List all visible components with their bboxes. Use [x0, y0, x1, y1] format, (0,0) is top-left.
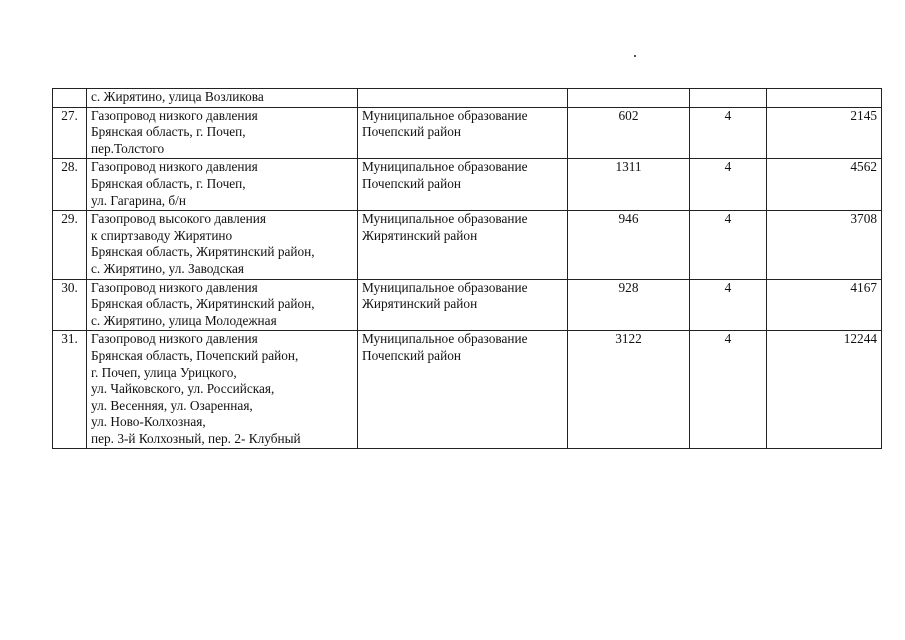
table-row — [53, 89, 882, 108]
owner-line: Почепский район — [362, 175, 461, 191]
table-row — [53, 107, 882, 159]
length-cell: 1311 — [568, 159, 690, 211]
table-row — [53, 211, 882, 279]
owner-cell — [358, 331, 568, 449]
length-cell: 602 — [568, 107, 690, 159]
row-number-cell: 30. — [53, 279, 87, 331]
object-name-line: Газопровод низкого давления — [91, 159, 258, 175]
category-cell: 4 — [690, 331, 767, 449]
table-row — [53, 159, 882, 211]
owner-cell — [358, 159, 568, 211]
object-name-cell — [87, 107, 358, 159]
object-name-line: Брянская область, Жирятинский район, — [91, 296, 315, 312]
owner-line: Муниципальное образование — [362, 279, 528, 295]
object-name-line: Газопровод высокого давления — [91, 211, 266, 227]
owner-cell — [358, 89, 568, 108]
owner-cell — [358, 107, 568, 159]
category-cell: 4 — [690, 211, 767, 279]
owner-cell — [358, 279, 568, 331]
object-name-line: г. Почеп, улица Урицкого, — [91, 364, 237, 380]
gas-pipeline-registry-table — [52, 88, 882, 449]
row-number-cell: 28. — [53, 159, 87, 211]
object-name-cell — [87, 159, 358, 211]
object-name-line: Брянская область, г. Почеп, — [91, 175, 246, 191]
value-cell: 12244 — [767, 331, 882, 449]
table-row — [53, 279, 882, 331]
owner-line: Муниципальное образование — [362, 211, 528, 227]
value-cell — [767, 89, 882, 108]
object-name-line: ул. Гагарина, б/н — [91, 192, 186, 208]
object-name-line: Брянская область, Почепский район, — [91, 347, 299, 363]
table-body — [53, 89, 882, 449]
object-name-line: Газопровод низкого давления — [91, 279, 258, 295]
value-cell: 4562 — [767, 159, 882, 211]
object-name-line: Газопровод низкого давления — [91, 331, 258, 347]
object-name-line: с. Жирятино, ул. Заводская — [91, 260, 244, 276]
row-number-cell: 31. — [53, 331, 87, 449]
category-cell: 4 — [690, 107, 767, 159]
object-name-line: ул. Ново-Колхозная, — [91, 414, 206, 430]
owner-line: Муниципальное образование — [362, 107, 528, 123]
row-number-cell: 29. — [53, 211, 87, 279]
owner-line: Жирятинский район — [362, 227, 478, 243]
length-cell — [568, 89, 690, 108]
length-cell: 3122 — [568, 331, 690, 449]
length-cell: 946 — [568, 211, 690, 279]
category-cell — [690, 89, 767, 108]
row-number-cell — [53, 89, 87, 108]
value-cell: 2145 — [767, 107, 882, 159]
object-name-line: к спиртзаводу Жирятино — [91, 227, 233, 243]
object-name-line: ул. Чайковского, ул. Российская, — [91, 381, 275, 397]
owner-line: Почепский район — [362, 347, 461, 363]
object-name-line: Брянская область, г. Почеп, — [91, 124, 246, 140]
owner-line: Почепский район — [362, 124, 461, 140]
value-cell: 3708 — [767, 211, 882, 279]
category-cell: 4 — [690, 279, 767, 331]
object-name-cell — [87, 211, 358, 279]
object-name-line: Брянская область, Жирятинский район, — [91, 244, 315, 260]
object-name-line: пер.Толстого — [91, 140, 165, 156]
owner-line: Муниципальное образование — [362, 331, 528, 347]
length-cell: 928 — [568, 279, 690, 331]
table-row — [53, 331, 882, 449]
object-name-line: пер. 3-й Колхозный, пер. 2- Клубный — [91, 430, 301, 446]
object-name-line: с. Жирятино, улица Молодежная — [91, 312, 277, 328]
value-cell: 4167 — [767, 279, 882, 331]
category-cell: 4 — [690, 159, 767, 211]
object-name-line: Газопровод низкого давления — [91, 107, 258, 123]
owner-cell — [358, 211, 568, 279]
object-name-line: ул. Весенняя, ул. Озаренная, — [91, 397, 253, 413]
owner-line: Жирятинский район — [362, 296, 478, 312]
object-name-cell — [87, 89, 358, 108]
scan-speck — [634, 55, 636, 57]
object-name-cell — [87, 331, 358, 449]
row-number-cell: 27. — [53, 107, 87, 159]
owner-line: Муниципальное образование — [362, 159, 528, 175]
object-name-cell — [87, 279, 358, 331]
object-name-line: с. Жирятино, улица Возликова — [91, 89, 264, 104]
